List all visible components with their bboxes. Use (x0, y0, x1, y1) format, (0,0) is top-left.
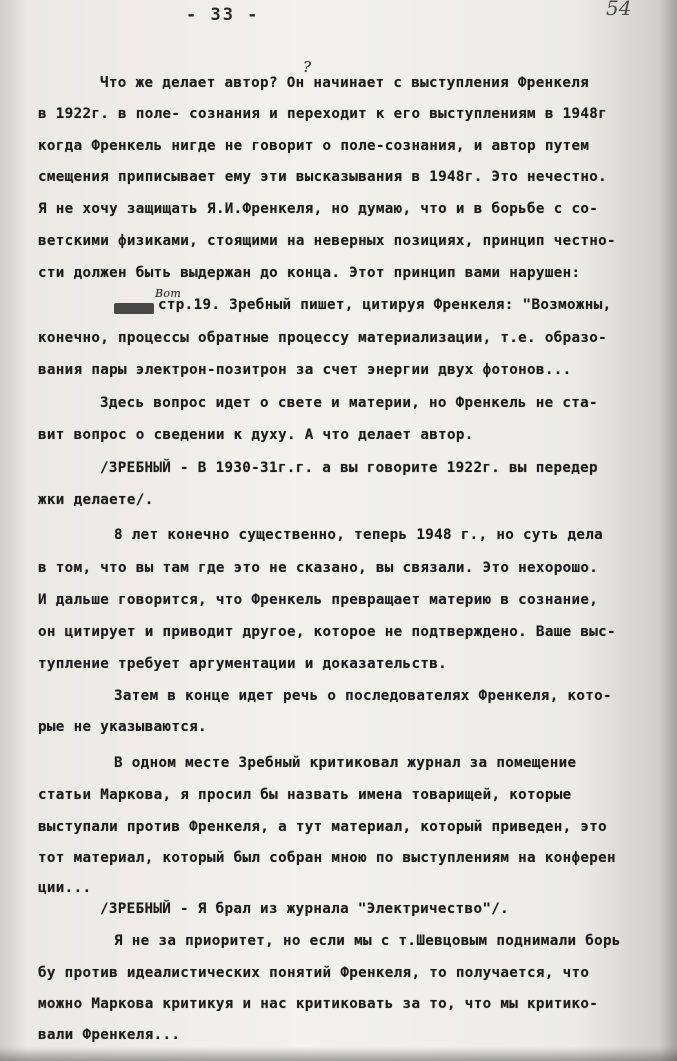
page-number: - 33 - (186, 5, 260, 25)
page-edge-shadow (659, 0, 677, 1061)
text-line: тот материал, который был собран мною по выступлениям на конферен (38, 850, 616, 866)
text-line: выступали против Френкеля, а тут материал, который приведен, это (38, 819, 608, 835)
text-line: конечно, процессы обратные процессу материализации, т.е. образо- (38, 330, 608, 346)
text-line: Здесь вопрос идет о свете и материи, но Френкель не ста- (100, 395, 598, 411)
text-line: /ЗРЕБНЫЙ - Я брал из журнала "Электричество"/. (100, 901, 510, 917)
archive-number: 54 (606, 0, 632, 20)
text-line: ветскими физиками, стоящими на неверных позициях, принцип честно- (38, 233, 616, 249)
text-line: вали Френкеля... (38, 1027, 181, 1043)
handwritten-insertion: Вот (155, 287, 182, 300)
text-line: в 1922г. в поле- сознания и переходит к его выступлениям в 1948г (38, 106, 608, 122)
struck-out-word (114, 303, 154, 314)
text-line: Затем в конце идет речь о последователях Френкеля, кото- (114, 688, 612, 704)
page-bottom-shadow (0, 1047, 677, 1061)
text-line: Что же делает автор? Он начинает с выступления Френкеля (100, 75, 590, 91)
text-line: В одном месте Зребный критиковал журнал за помещение (114, 755, 577, 771)
text-line: Я не за приоритет, но если мы с т.Шевцовым поднимали борь (114, 933, 621, 949)
text-line: вит вопрос о сведении к духу. А что делает автор. (38, 427, 474, 443)
text-line: он цитирует и приводит другое, которое не подтверждено. Ваше выс- (38, 624, 616, 640)
text-line: статьи Маркова, я просил бы назвать имена товарищей, которые (38, 787, 572, 803)
text-line: вания пары электрон-позитрон за счет энергии двух фотонов... (38, 362, 572, 378)
text-line: можно Маркова критикуя и нас критиковать за то, что мы критико- (38, 996, 599, 1012)
text-line: /ЗРЕБНЫЙ - В 1930-31г.г. а вы говорите 1922г. вы передер (100, 460, 598, 476)
text-line: в том, что вы там где это не сказано, вы связали. Это нехорошо. (38, 560, 599, 576)
text-line: ции... (38, 880, 92, 896)
text-line: смещения приписывает ему эти высказывания в 1948г. Это нечестно. (38, 169, 608, 185)
text-line: стр.19. Зребный пишет, цитируя Френкеля: "Возможны, (158, 297, 612, 313)
text-line: рые не указываются. (38, 719, 207, 735)
text-line: 8 лет конечно существенно, теперь 1948 г., но суть дела (114, 527, 604, 543)
text-line: тупление требует аргументации и доказательств. (38, 656, 448, 672)
handwritten-question-mark: ? (303, 58, 312, 76)
text-line: когда Френкель нигде не говорит о поле-сознания, и автор путем (38, 138, 590, 154)
text-line: Я не хочу защищать Я.И.Френкеля, но думаю, что и в борьбе с со- (38, 201, 599, 217)
text-line: И дальше говорится, что Френкель превращает материю в сознание, (38, 592, 599, 608)
text-line: жки делаете/. (38, 492, 154, 508)
text-line: сти должен быть выдержан до конца. Этот принцип вами нарушен: (38, 265, 581, 281)
text-line: бу против идеалистических понятий Френкеля, то получается, что (38, 965, 590, 981)
